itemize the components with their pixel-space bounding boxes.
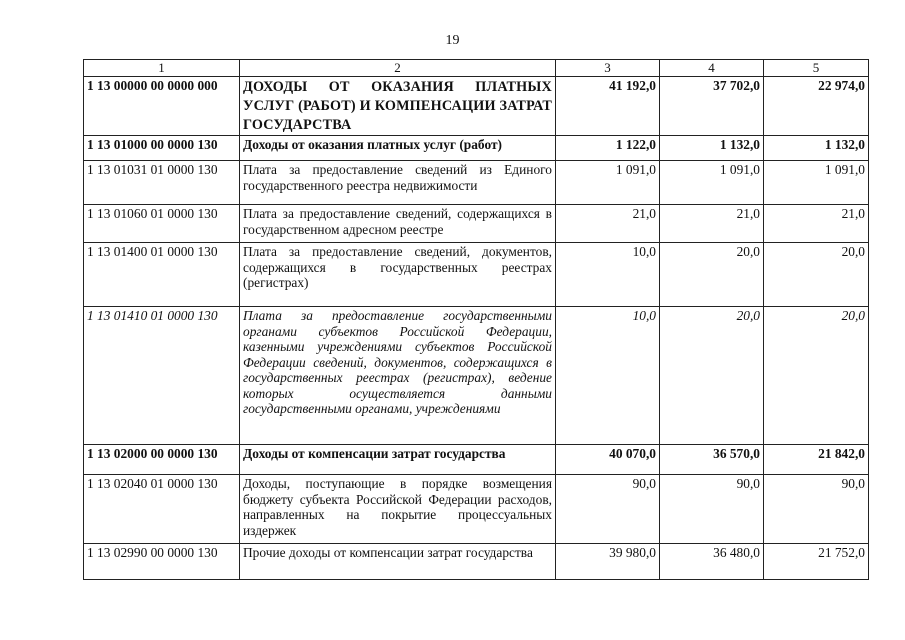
- table-row: [84, 205, 869, 243]
- amount-year-1: 40 070,0: [556, 445, 660, 475]
- amount-year-1: 1 091,0: [556, 161, 660, 205]
- budget-classification-code: 1 13 01410 01 0000 130: [84, 307, 240, 445]
- budget-classification-code: 1 13 02000 00 0000 130: [84, 445, 240, 475]
- column-number-header-row: [84, 60, 869, 77]
- budget-classification-code: 1 13 01000 00 0000 130: [84, 136, 240, 161]
- revenue-name: Плата за предоставление сведений, документов, содержащихся в государственных реестрах (регистрах): [240, 243, 556, 307]
- amount-year-3: 21,0: [764, 205, 869, 243]
- revenue-name: ДОХОДЫ ОТ ОКАЗАНИЯ ПЛАТНЫХ УСЛУГ (РАБОТ) И КОМПЕНСАЦИИ ЗАТРАТ ГОСУДАРСТВА: [240, 77, 556, 136]
- amount-year-3: 20,0: [764, 243, 869, 307]
- revenue-name: Доходы, поступающие в порядке возмещения бюджету субъекта Российской Федерации расходов, направленных на покрытие процессуальных издержек: [240, 475, 556, 544]
- revenue-name: Прочие доходы от компенсации затрат государства: [240, 544, 556, 580]
- amount-year-1: 39 980,0: [556, 544, 660, 580]
- amount-year-1: 10,0: [556, 243, 660, 307]
- table-row: [84, 243, 869, 307]
- table-row: [84, 445, 869, 475]
- table-row: [84, 136, 869, 161]
- amount-year-3: 21 752,0: [764, 544, 869, 580]
- amount-year-2: 90,0: [660, 475, 764, 544]
- table-row: [84, 307, 869, 445]
- budget-classification-code: 1 13 02990 00 0000 130: [84, 544, 240, 580]
- budget-classification-code: 1 13 01060 01 0000 130: [84, 205, 240, 243]
- revenue-name: Плата за предоставление государственными органами субъектов Российской Федерации, казенными учреждениями субъектов Российской Федерации сведений, документов, содержащихся в государственных реестрах (регистрах), ведение которых осуществляется данными государственными органами, учреждениями: [240, 307, 556, 445]
- amount-year-3: 1 091,0: [764, 161, 869, 205]
- table-row: [84, 544, 869, 580]
- revenue-name: Плата за предоставление сведений, содержащихся в государственном адресном реестре: [240, 205, 556, 243]
- amount-year-3: 1 132,0: [764, 136, 869, 161]
- amount-year-1: 41 192,0: [556, 77, 660, 136]
- amount-year-3: 22 974,0: [764, 77, 869, 136]
- revenue-name: Доходы от оказания платных услуг (работ): [240, 136, 556, 161]
- amount-year-1: 1 122,0: [556, 136, 660, 161]
- amount-year-2: 20,0: [660, 243, 764, 307]
- amount-year-1: 90,0: [556, 475, 660, 544]
- budget-classification-code: 1 13 00000 00 0000 000: [84, 77, 240, 136]
- amount-year-2: 1 132,0: [660, 136, 764, 161]
- budget-revenue-table: [83, 59, 869, 580]
- column-header-5: 5: [764, 60, 869, 77]
- budget-classification-code: 1 13 01400 01 0000 130: [84, 243, 240, 307]
- column-header-1: 1: [84, 60, 240, 77]
- amount-year-2: 36 570,0: [660, 445, 764, 475]
- budget-classification-code: 1 13 02040 01 0000 130: [84, 475, 240, 544]
- budget-classification-code: 1 13 01031 01 0000 130: [84, 161, 240, 205]
- amount-year-2: 37 702,0: [660, 77, 764, 136]
- amount-year-1: 21,0: [556, 205, 660, 243]
- revenue-name: Плата за предоставление сведений из Единого государственного реестра недвижимости: [240, 161, 556, 205]
- amount-year-2: 20,0: [660, 307, 764, 445]
- amount-year-2: 1 091,0: [660, 161, 764, 205]
- column-header-4: 4: [660, 60, 764, 77]
- table-row: [84, 475, 869, 544]
- page-number: 19: [445, 33, 460, 48]
- amount-year-3: 21 842,0: [764, 445, 869, 475]
- amount-year-3: 20,0: [764, 307, 869, 445]
- table-row: [84, 77, 869, 136]
- table-row: [84, 161, 869, 205]
- amount-year-2: 21,0: [660, 205, 764, 243]
- amount-year-1: 10,0: [556, 307, 660, 445]
- amount-year-3: 90,0: [764, 475, 869, 544]
- revenue-name: Доходы от компенсации затрат государства: [240, 445, 556, 475]
- amount-year-2: 36 480,0: [660, 544, 764, 580]
- column-header-2: 2: [240, 60, 556, 77]
- column-header-3: 3: [556, 60, 660, 77]
